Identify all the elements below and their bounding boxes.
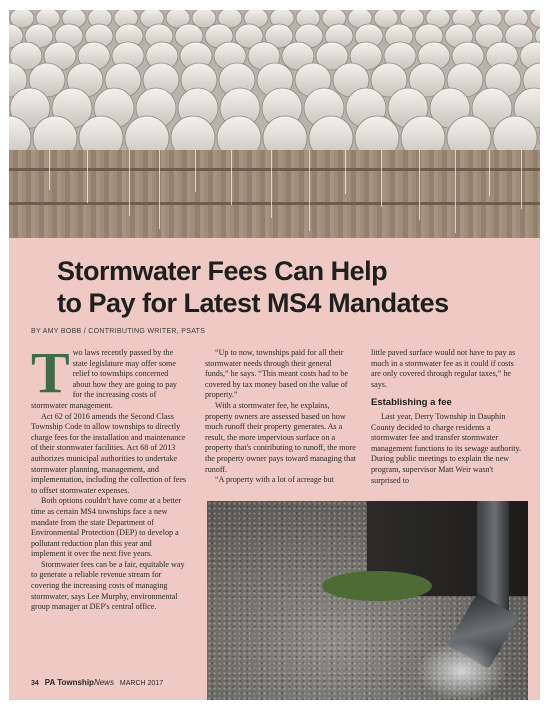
- rain-streak: [521, 150, 522, 209]
- wall-beam: [9, 168, 540, 171]
- paragraph: Act 62 of 2016 amends the Second Class Township Code to allow townships to directly charge fees for the installation and maintenance of their stormwater facilities. Act 68 of 2013 authorizes municipal authorities to undertake stormwater planning, management, and implementation, including the collection of fees to offset stormwater expenses.: [31, 411, 187, 495]
- paragraph: With a stormwater fee, he explains, property owners are assessed based on how much runoff their property generates. As a result, the more impervious surface on a property that's contributing to runoff, the more the property owner pays toward managing that runoff.: [205, 400, 357, 474]
- wooden-wall: [9, 150, 540, 238]
- rain-streak: [129, 150, 130, 216]
- paragraph: Stormwater fees can be a fair, equitable way to generate a reliable revenue stream for covering the increasing costs of managing stormwater, says Lee Murphy, environmental group manager at DEP's central office.: [31, 559, 185, 612]
- rain-streak: [195, 150, 196, 192]
- paragraph: Last year, Derry Township in Dauphin County decided to charge residents a stormwater fee and transfer stormwater management functions to its sewage authority. During public meetings to explain the new program, supervisor Matt Weir wasn't surprised to: [371, 411, 522, 485]
- rain-streak: [489, 150, 490, 196]
- water-splash: [417, 641, 507, 700]
- magazine-name: [45, 678, 114, 687]
- rain-streak: [87, 150, 88, 203]
- issue-date: MARCH 2017: [119, 680, 164, 687]
- rain-streak: [49, 150, 50, 190]
- roof-tiles-graphic: [9, 10, 540, 160]
- rain-streak: [419, 150, 420, 220]
- magazine-page: [9, 10, 540, 700]
- wall-beam: [9, 202, 540, 205]
- paragraph: [31, 340, 188, 412]
- paragraph: little paved surface would not have to pay as much in a stormwater fee as it could if costs are only covered through regular taxes,” he says.: [371, 348, 516, 389]
- headline-line-2: to Pay for Latest MS4 Mandates: [57, 288, 449, 318]
- byline: BY AMY BOBB / CONTRIBUTING WRITER, PSATS: [31, 328, 206, 335]
- roof-rain-photo: [9, 10, 540, 238]
- rain-streak: [271, 150, 272, 218]
- section-subhead: Establishing a fee: [371, 397, 452, 409]
- headline-line-1: Stormwater Fees Can Help: [57, 256, 388, 286]
- article-column-2: [205, 348, 357, 486]
- downspout-pipe: [477, 501, 509, 611]
- rain-streak: [455, 150, 456, 233]
- article-column-1: [31, 340, 188, 613]
- article-headline: [57, 255, 497, 319]
- rain-streak: [231, 150, 232, 205]
- paragraph: “A property with a lot of acreage but: [215, 475, 334, 485]
- page-number: 34: [31, 680, 39, 687]
- rain-streak: [345, 150, 346, 194]
- page-footer: [31, 678, 163, 687]
- paragraph: “Up to now, townships paid for all their stormwater needs through their general funds,” he says. “This meant costs had to be covered by tax money based on the value of property.”: [205, 348, 348, 400]
- rain-streak: [309, 150, 310, 231]
- paragraph: Both options couldn't have come at a better time as certain MS4 townships face a new mandate from the state Department of Environmental Protection (DEP) to develop a pollutant reduction plan this year and implement it over the next five years.: [31, 496, 182, 559]
- moss-patch: [322, 571, 432, 601]
- paragraph-text: wo laws recently passed by the state legislature may offer some relief to townships concerned about how they are going to pay for the increasing costs of stormwater management.: [31, 348, 177, 410]
- drop-cap: T: [31, 340, 70, 405]
- magazine-name-italic: News: [93, 678, 114, 687]
- rain-streak: [381, 150, 382, 207]
- downspout-photo: [207, 501, 528, 700]
- magazine-name-bold: PA Township: [44, 678, 94, 687]
- rain-streak: [159, 150, 160, 229]
- article-column-3: [371, 348, 523, 486]
